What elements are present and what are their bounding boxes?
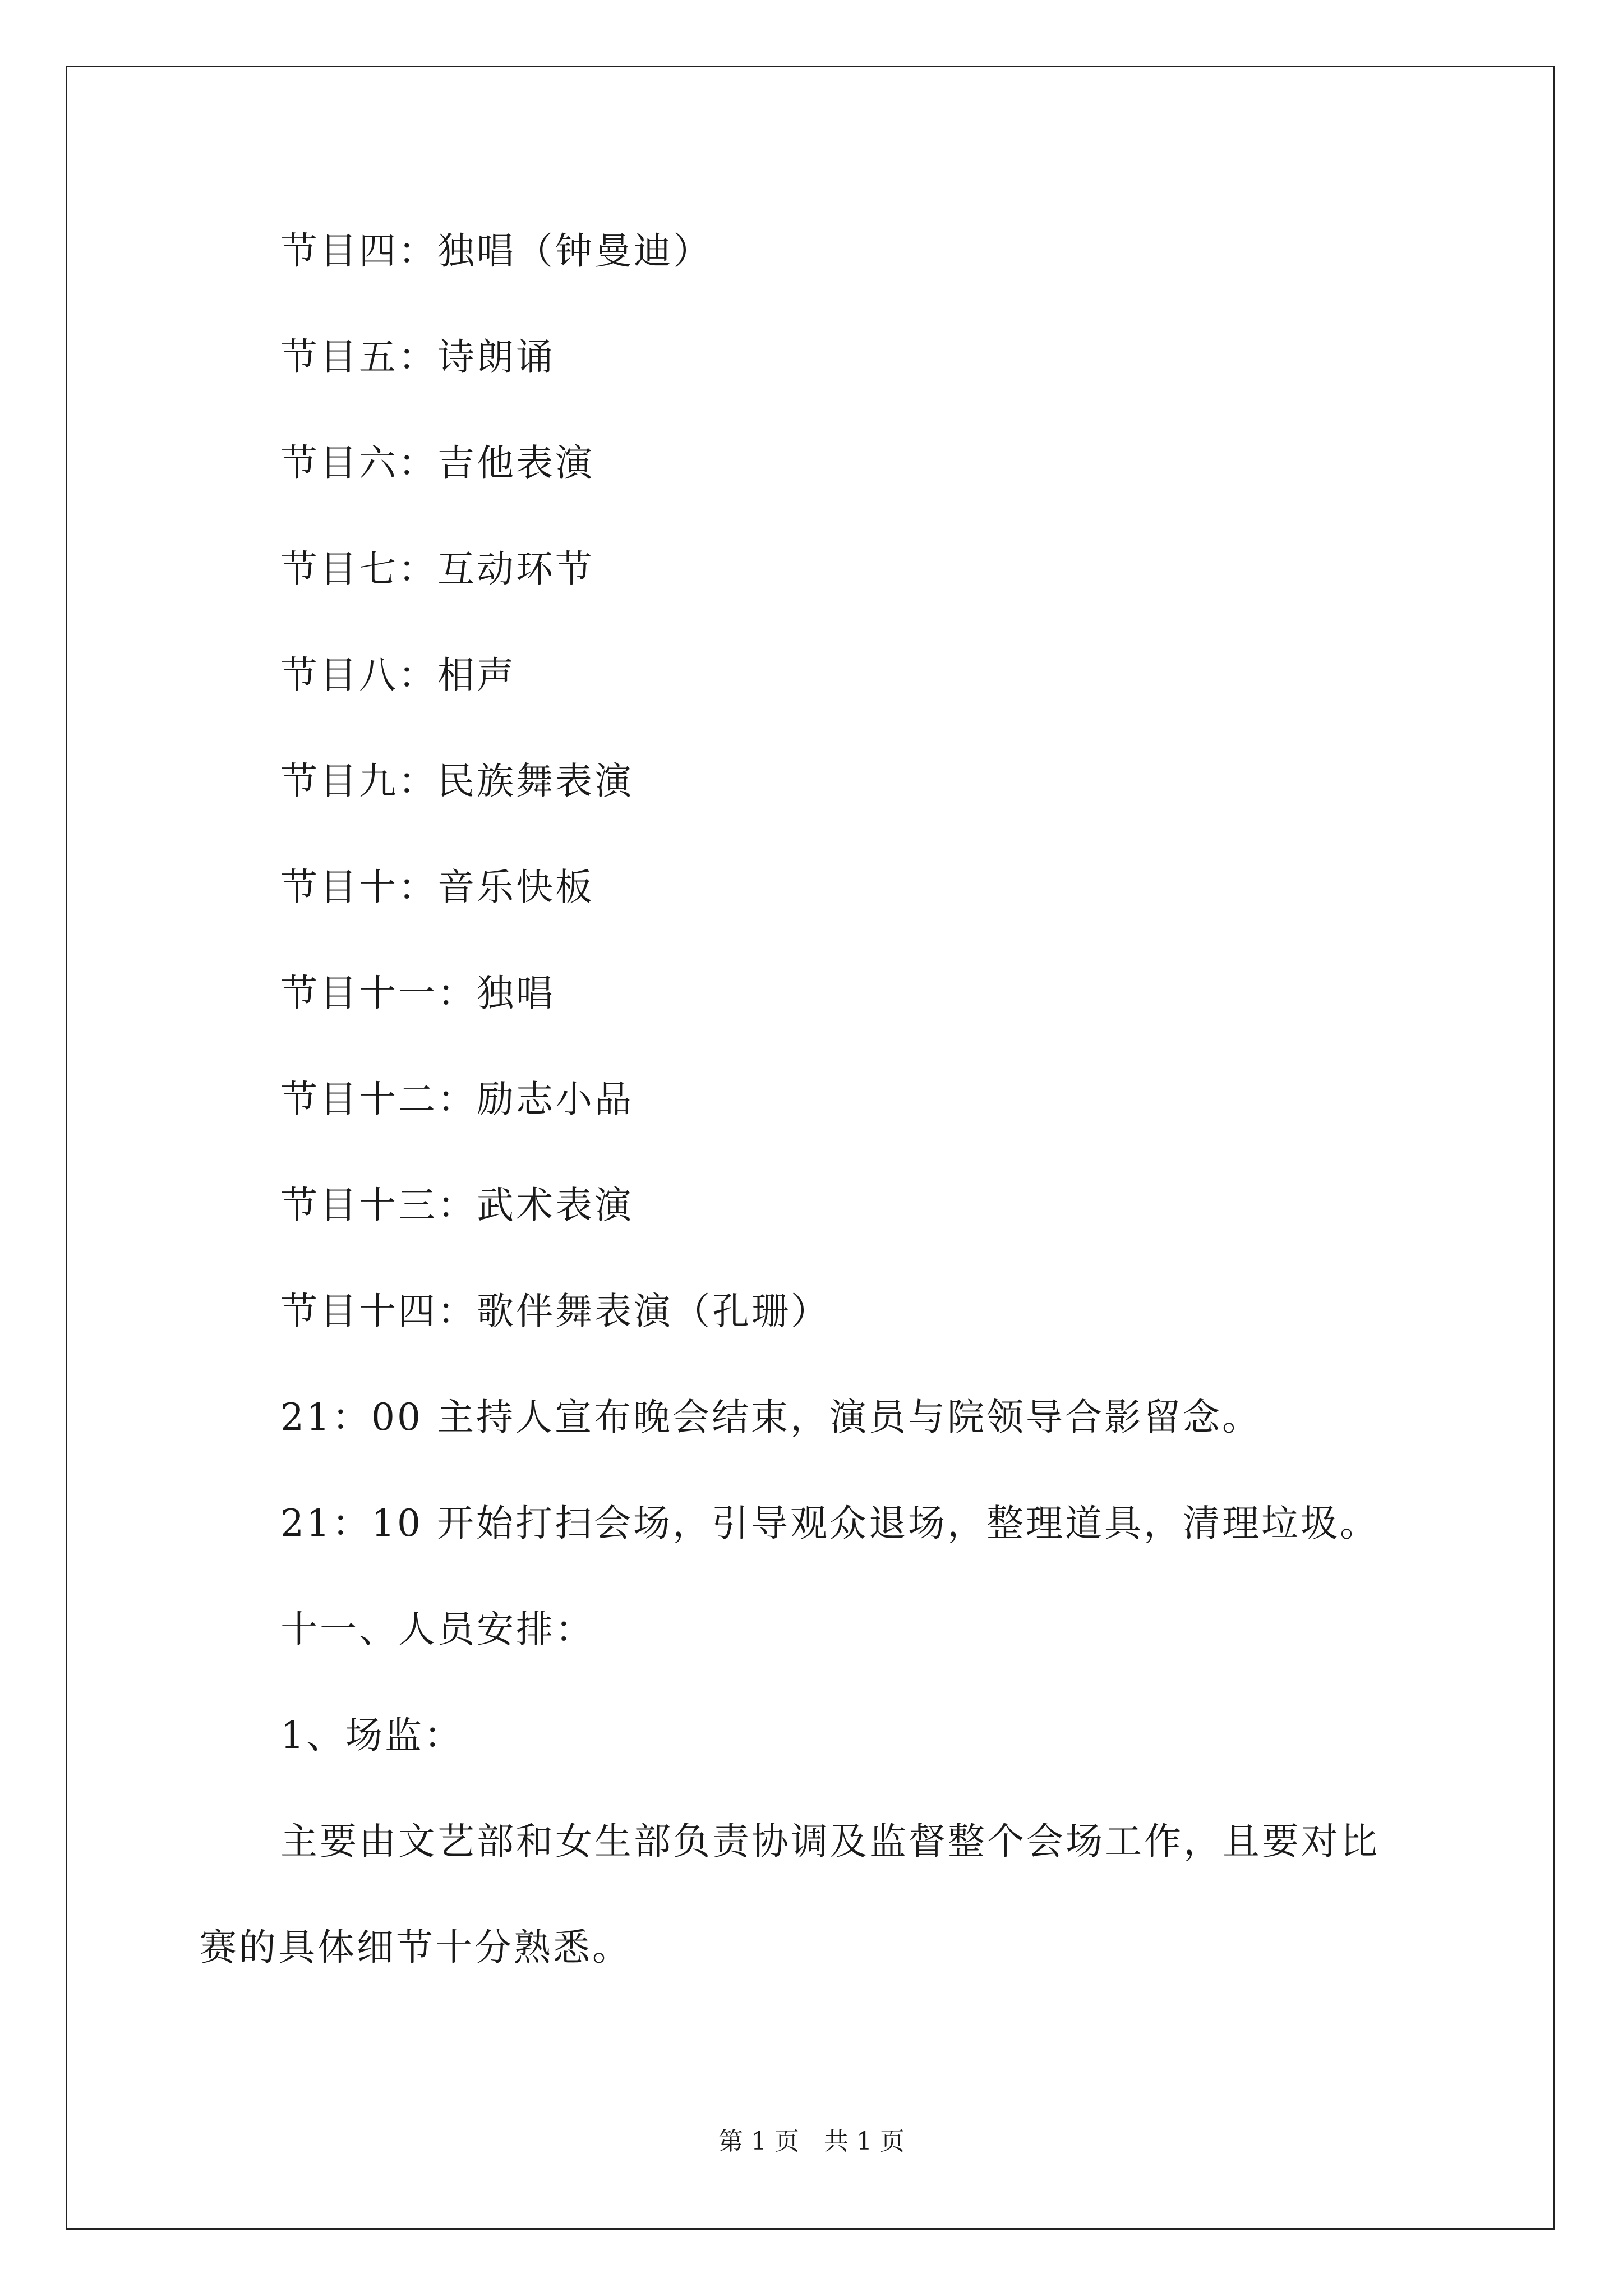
text-line: 节目五：诗朗诵 — [280, 335, 555, 379]
text-line: 节目十二：励志小品 — [280, 1078, 634, 1121]
text-line: 节目十：音乐快板 — [280, 866, 594, 909]
text-line: 节目七：互动环节 — [280, 547, 594, 591]
text-line: 21：00 主持人宣布晚会结束，演员与院领导合影留念。 — [280, 1396, 1261, 1439]
text-line: 节目八：相声 — [280, 654, 516, 697]
text-line: 节目十一：独唱 — [280, 972, 555, 1015]
text-line: 节目四：独唱（钟曼迪） — [280, 229, 712, 273]
text-line: 节目六：吉他表演 — [280, 441, 594, 485]
text-line: 赛的具体细节十分熟悉。 — [200, 1926, 631, 1969]
page-border — [66, 66, 1555, 2230]
section-heading: 十一、人员安排： — [280, 1608, 594, 1651]
subsection-heading: 1、场监： — [280, 1714, 463, 1757]
text-line: 主要由文艺部和女生部负责协调及监督整个会场工作，且要对比 — [280, 1820, 1380, 1863]
text-line: 节目十三：武术表演 — [280, 1184, 634, 1227]
text-line: 21：10 开始打扫会场，引导观众退场，整理道具，清理垃圾。 — [280, 1502, 1379, 1545]
text-line: 节目十四：歌伴舞表演（孔珊） — [280, 1290, 830, 1333]
text-line: 节目九：民族舞表演 — [280, 760, 634, 803]
page-footer: 第 1 页 共 1 页 — [718, 2127, 905, 2156]
